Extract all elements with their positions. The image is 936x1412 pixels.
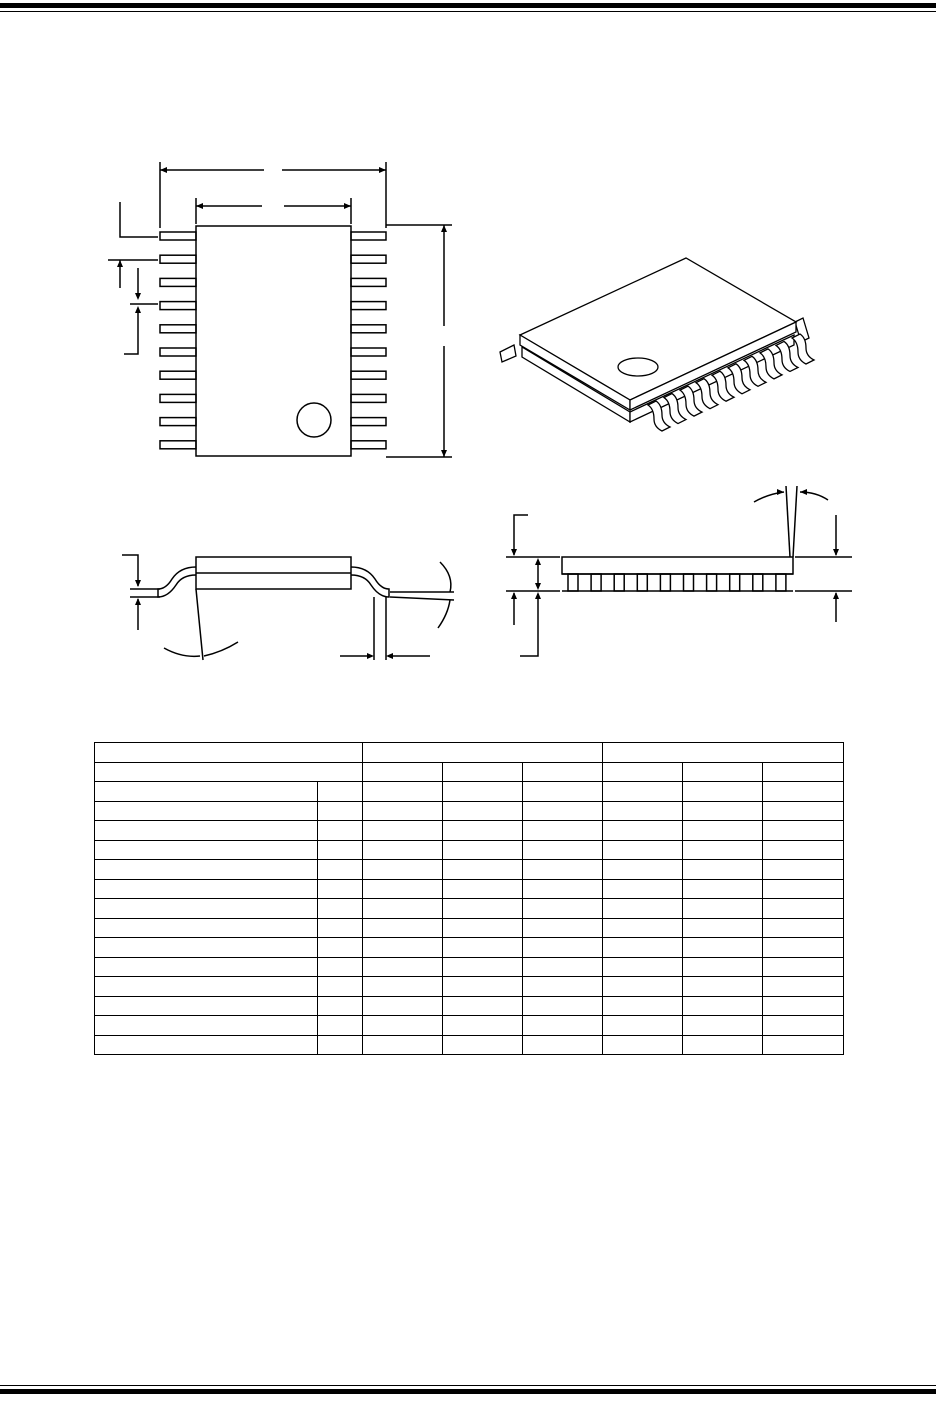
table-cell (95, 899, 318, 919)
lead-right-5 (351, 325, 386, 333)
table-cell (523, 918, 603, 938)
extension-line (196, 589, 203, 660)
table-cell (603, 879, 683, 899)
extension-line (786, 486, 790, 557)
lead-right-9 (351, 418, 386, 426)
table-cell (318, 840, 363, 860)
table-cell (443, 782, 523, 802)
gull-wing-left (158, 567, 196, 597)
dimension-arrow (535, 583, 541, 590)
end-lead-3 (614, 574, 624, 591)
table-cell (363, 821, 443, 841)
limit-header-cell (363, 762, 443, 782)
iso-front-lead-4 (696, 379, 718, 409)
inches-header-cell (363, 743, 603, 763)
package-body-top (196, 226, 351, 456)
table-cell (523, 879, 603, 899)
table-cell (318, 977, 363, 997)
table-cell (95, 1035, 318, 1055)
gull-wing-right (351, 567, 389, 597)
leader-line (120, 202, 158, 237)
table-cell (763, 996, 844, 1016)
table-cell (363, 782, 443, 802)
table-cell (95, 860, 318, 880)
table-row (95, 1035, 844, 1055)
iso-front-lead-2 (664, 394, 686, 424)
dimension-arrow (535, 592, 541, 599)
table-cell (763, 860, 844, 880)
table-cell (318, 860, 363, 880)
table-row (95, 938, 844, 958)
table-cell (443, 1035, 523, 1055)
dimension-arrow (800, 489, 807, 495)
table-cell (318, 938, 363, 958)
table-row (95, 860, 844, 880)
table-cell (95, 996, 318, 1016)
table-row (95, 801, 844, 821)
table-subheader-row (95, 762, 844, 782)
table-cell (683, 996, 763, 1016)
iso-front-lead-1 (648, 401, 670, 431)
dimension-arrow (135, 580, 141, 587)
table-row (95, 957, 844, 977)
iso-front-lead-5 (712, 371, 734, 401)
table-cell (95, 782, 318, 802)
iso-front-lead-3 (680, 386, 702, 416)
units-header-cell (95, 743, 363, 763)
limit-header-cell (683, 762, 763, 782)
lead-right-2 (351, 255, 386, 263)
bottom-rule-thin (0, 1385, 936, 1386)
limit-header-cell (523, 762, 603, 782)
table-cell (443, 899, 523, 919)
end-lead-9 (753, 574, 763, 591)
table-cell (683, 840, 763, 860)
dimension-arrow (511, 592, 517, 599)
pin1-marker (297, 403, 331, 437)
dimension-arrow (135, 306, 141, 313)
table-cell (683, 899, 763, 919)
lead-left-10 (160, 441, 196, 449)
iso-front-lead-7 (744, 356, 766, 386)
table-cell (318, 782, 363, 802)
end-lead-10 (776, 574, 786, 591)
lead-left-4 (160, 302, 196, 310)
lead-right-7 (351, 371, 386, 379)
table-cell (683, 821, 763, 841)
limit-header-cell (603, 762, 683, 782)
table-cell (523, 1035, 603, 1055)
lead-right-8 (351, 394, 386, 402)
dimension-arrow (833, 592, 839, 599)
table-cell (763, 1035, 844, 1055)
end-lead-5 (660, 574, 670, 591)
table-cell (763, 957, 844, 977)
table-cell (683, 938, 763, 958)
table-cell (95, 918, 318, 938)
table-cell (523, 860, 603, 880)
table-cell (95, 821, 318, 841)
lead-right-10 (351, 441, 386, 449)
dimension-arrow (535, 558, 541, 565)
dimension-arrow (441, 450, 447, 457)
table-cell (363, 899, 443, 919)
dimension-arrow (511, 549, 517, 556)
lead-right-3 (351, 278, 386, 286)
lead-left-5 (160, 325, 196, 333)
table-cell (683, 879, 763, 899)
table-cell (443, 938, 523, 958)
table-cell (318, 918, 363, 938)
table-cell (318, 996, 363, 1016)
extension-line (793, 486, 797, 557)
dimension-arrow (441, 225, 447, 232)
table-cell (363, 860, 443, 880)
table-cell (523, 840, 603, 860)
table-cell (523, 899, 603, 919)
table-cell (763, 821, 844, 841)
table-cell (683, 1016, 763, 1036)
iso-front-lead-8 (760, 349, 782, 379)
table-cell (683, 801, 763, 821)
dimension-arrow (367, 653, 374, 659)
table-cell (318, 801, 363, 821)
table-cell (763, 840, 844, 860)
leader-line (124, 312, 138, 354)
table-cell (95, 1016, 318, 1036)
table-cell (763, 879, 844, 899)
lead-right-4 (351, 302, 386, 310)
end-view (506, 486, 852, 656)
lead-left-7 (160, 371, 196, 379)
table-cell (603, 840, 683, 860)
table-cell (523, 938, 603, 958)
table-cell (443, 821, 523, 841)
end-lead-2 (591, 574, 601, 591)
table-cell (443, 1016, 523, 1036)
table-row (95, 977, 844, 997)
table-row (95, 821, 844, 841)
isometric-view (500, 258, 814, 431)
dimension-arrow (379, 167, 386, 173)
table-cell (363, 957, 443, 977)
table-cell (318, 957, 363, 977)
table-cell (603, 782, 683, 802)
table-cell (603, 938, 683, 958)
lead-right-1 (351, 232, 386, 240)
iso-front-lead-9 (776, 341, 798, 371)
table-cell (603, 957, 683, 977)
package-body-end (562, 557, 793, 574)
limit-header-cell (763, 762, 844, 782)
table-cell (603, 918, 683, 938)
end-lead-1 (568, 574, 578, 591)
table-cell (363, 938, 443, 958)
table-cell (603, 977, 683, 997)
table-cell (443, 996, 523, 1016)
table-cell (318, 879, 363, 899)
table-cell (363, 840, 443, 860)
table-cell (363, 801, 443, 821)
table-cell (523, 996, 603, 1016)
table-cell (683, 1035, 763, 1055)
table-cell (95, 801, 318, 821)
dimension-arrow (196, 203, 203, 209)
dimension-limits-cell (95, 762, 363, 782)
side-view (122, 555, 454, 660)
angle-arc (164, 648, 200, 656)
limit-header-cell (443, 762, 523, 782)
lead-left-6 (160, 348, 196, 356)
table-cell (763, 899, 844, 919)
end-lead-7 (707, 574, 717, 591)
table-cell (363, 977, 443, 997)
table-cell (318, 1016, 363, 1036)
dimension-arrow (386, 653, 393, 659)
table-cell (443, 840, 523, 860)
table-cell (95, 977, 318, 997)
table-cell (363, 918, 443, 938)
table-cell (523, 782, 603, 802)
iso-end-lead (500, 345, 516, 362)
table-cell (763, 918, 844, 938)
table-cell (603, 1016, 683, 1036)
table-cell (763, 977, 844, 997)
extension-line (390, 597, 454, 600)
table-cell (318, 899, 363, 919)
table-cell (95, 938, 318, 958)
table-cell (363, 1016, 443, 1036)
table-cell (318, 1035, 363, 1055)
package-outline-drawing (0, 0, 936, 700)
dimension-arrow (160, 167, 167, 173)
angle-arc (438, 600, 450, 628)
table-cell (363, 879, 443, 899)
angle-arc (440, 562, 451, 592)
table-cell (683, 957, 763, 977)
table-row (95, 840, 844, 860)
table-cell (683, 782, 763, 802)
table-cell (603, 860, 683, 880)
table-cell (443, 801, 523, 821)
table-cell (683, 977, 763, 997)
table-cell (683, 918, 763, 938)
table-cell (95, 957, 318, 977)
table-cell (363, 996, 443, 1016)
table-cell (763, 938, 844, 958)
table-row (95, 996, 844, 1016)
lead-left-9 (160, 418, 196, 426)
table-cell (603, 1035, 683, 1055)
table-cell (443, 957, 523, 977)
end-lead-8 (730, 574, 740, 591)
lead-left-1 (160, 232, 196, 240)
table-cell (318, 821, 363, 841)
dimension-arrow (135, 293, 141, 300)
end-lead-6 (684, 574, 694, 591)
leader-line (520, 594, 538, 656)
dimension-arrow (344, 203, 351, 209)
angle-arc (204, 642, 238, 656)
table-cell (683, 860, 763, 880)
table-cell (523, 957, 603, 977)
bottom-rule-thick (0, 1389, 936, 1394)
table-row (95, 918, 844, 938)
table-cell (523, 1016, 603, 1036)
table-cell (603, 821, 683, 841)
dimension-arrow (833, 549, 839, 556)
iso-pin1-marker (618, 358, 658, 376)
table-cell (763, 801, 844, 821)
table-cell (443, 860, 523, 880)
table-cell (95, 840, 318, 860)
dimension-arrow (777, 489, 784, 495)
millimeters-header-cell (603, 743, 844, 763)
table-cell (443, 918, 523, 938)
table-header-row (95, 743, 844, 763)
end-lead-4 (637, 574, 647, 591)
dimension-arrow (135, 598, 141, 605)
table-cell (363, 1035, 443, 1055)
table-cell (763, 1016, 844, 1036)
table-cell (763, 782, 844, 802)
table-cell (523, 801, 603, 821)
top-view (108, 162, 452, 457)
table-row (95, 782, 844, 802)
table-row (95, 1016, 844, 1036)
table-cell (523, 977, 603, 997)
iso-front-lead-10 (792, 334, 814, 364)
table-cell (603, 996, 683, 1016)
table-cell (523, 821, 603, 841)
dimension-arrow (117, 260, 123, 267)
table-cell (603, 899, 683, 919)
table-row (95, 879, 844, 899)
table-cell (443, 879, 523, 899)
lead-left-3 (160, 278, 196, 286)
lead-left-2 (160, 255, 196, 263)
lead-right-6 (351, 348, 386, 356)
table-row (95, 899, 844, 919)
dimension-table (94, 742, 844, 1055)
table-cell (603, 801, 683, 821)
lead-left-8 (160, 394, 196, 402)
iso-front-lead-6 (728, 364, 750, 394)
table-cell (443, 977, 523, 997)
table-cell (95, 879, 318, 899)
